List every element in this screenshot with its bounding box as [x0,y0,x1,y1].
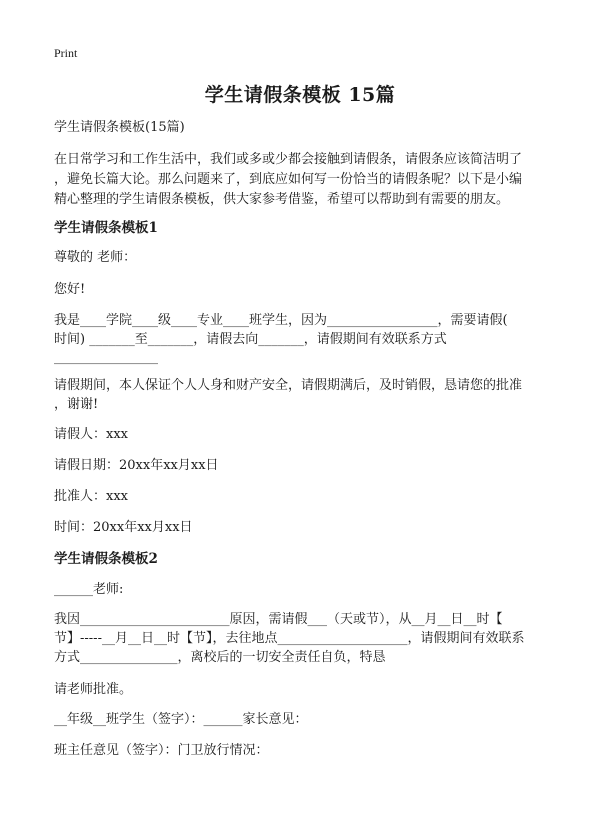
template1-leave-date: 请假日期：20xx年xx月xx日 [54,458,219,473]
template2-signature: __年级__班学生（签字）：______家长意见： [54,712,308,727]
template2-body-1: 我因_______________________原因，需请假___（天或节），从__月__日__时【 [54,612,503,627]
template1-body-3: ________________ [54,350,158,365]
template2-body-3: 方式_______________，离校后的一切安全责任自负，特恳 [54,650,386,665]
subtitle: 学生请假条模板(15篇) [54,120,185,135]
template2-teacher-opinion: 班主任意见（签字）：门卫放行情况： [54,743,269,758]
template1-time: 时间：20xx年xx月xx日 [54,520,193,535]
intro-line-1: 在日常学习和工作生活中，我们或多或少都会接触到请假条，请假条应该简洁明了 [54,152,523,167]
template1-greeting: 您好! [54,282,86,297]
template1-heading: 学生请假条模板1 [54,220,158,236]
template2-heading: 学生请假条模板2 [54,551,158,567]
template1-body-5: ，谢谢! [54,397,99,412]
template1-body-2: 时间) _______至_______，请假去向_______，请假期间有效联系方式 [54,332,447,347]
template1-body-1: 我是____学院____级____专业____班学生，因为_________________，需要请假( [54,313,508,328]
template1-salutation: 尊敬的 老师： [54,250,137,265]
print-link[interactable]: Print [54,46,78,60]
template1-applicant: 请假人：xxx [54,427,128,442]
page-title: 学生请假条模板 15篇 [204,84,396,106]
intro-line-2: ，避免长篇大论。那么问题来了，到底应如何写一份恰当的请假条呢？以下是小编 [54,172,523,187]
template1-body-4: 请假期间，本人保证个人人身和财产安全，请假期满后，及时销假，恳请您的批准 [54,378,523,393]
template2-salutation: ______老师: [54,582,124,597]
template1-approver: 批准人：xxx [54,489,128,504]
template2-body-2: 节】-----__月__日__时【节】，去往地点____________________，请假期间有效联系 [54,631,525,646]
template2-request: 请老师批准。 [54,682,133,697]
intro-line-3: 精心整理的学生请假条模板，供大家参考借鉴，希望可以帮助到有需要的朋友。 [54,192,510,207]
